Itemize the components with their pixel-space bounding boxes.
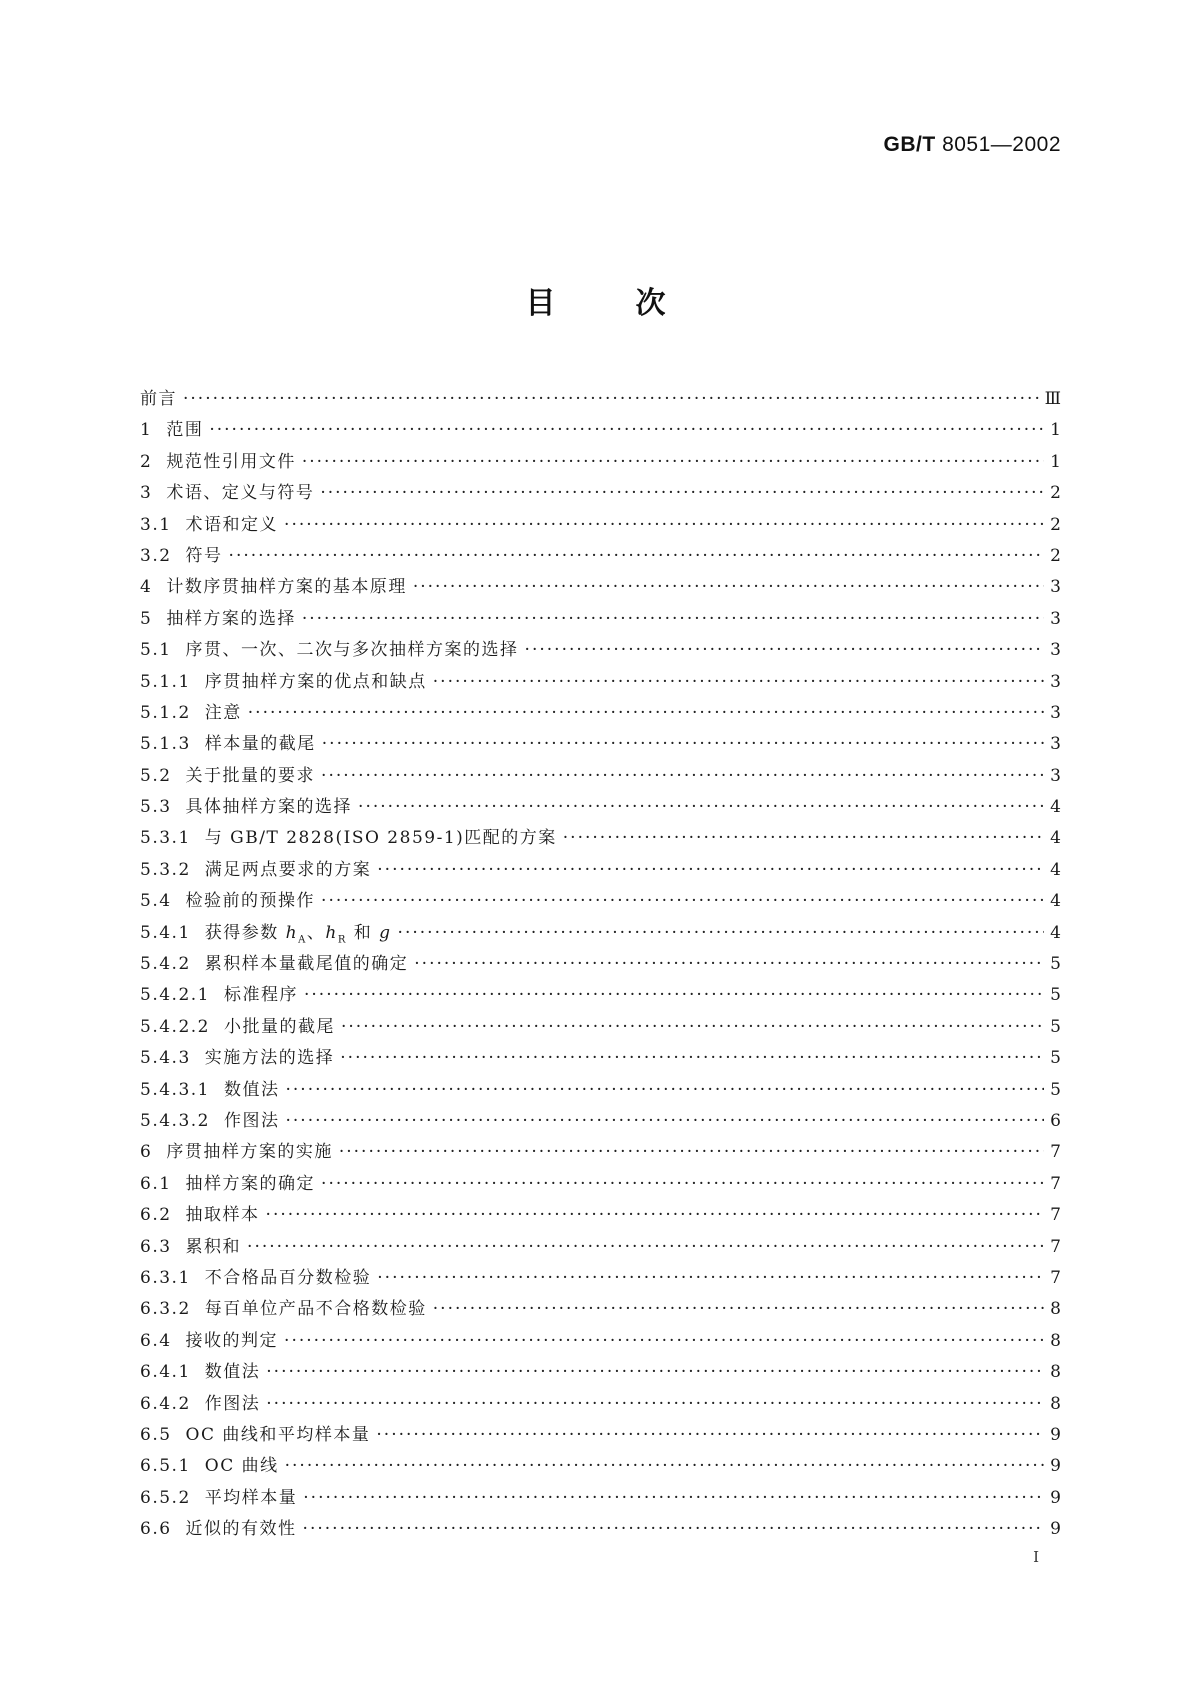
toc-entry-label: 规范性引用文件 bbox=[166, 451, 296, 472]
toc-entry-number: 4 bbox=[140, 577, 153, 598]
toc-entry-number: 3.1 bbox=[140, 514, 172, 535]
toc-dot-leader bbox=[247, 1237, 1044, 1257]
toc-dot-leader bbox=[433, 672, 1044, 692]
toc-dot-leader bbox=[284, 515, 1044, 535]
toc-entry[interactable] bbox=[140, 949, 1061, 980]
toc-entry-label: 满足两点要求的方案 bbox=[204, 859, 372, 880]
toc-entry[interactable] bbox=[140, 980, 1061, 1011]
toc-entry-label: 前言 bbox=[140, 389, 177, 409]
toc-dot-leader bbox=[302, 609, 1044, 629]
toc-entry[interactable] bbox=[140, 415, 1061, 446]
toc-entry-page: 2 bbox=[1050, 483, 1061, 504]
toc-dot-leader bbox=[414, 954, 1044, 974]
toc-entry-number: 5.4.2 bbox=[140, 954, 191, 975]
toc-entry[interactable] bbox=[140, 761, 1061, 792]
toc-entry-label: 具体抽样方案的选择 bbox=[185, 797, 353, 818]
toc-entry-page: 9 bbox=[1050, 1487, 1061, 1508]
toc-entry-label: 每百单位产品不合格数检验 bbox=[204, 1299, 427, 1320]
toc-entry-label: 术语和定义 bbox=[185, 514, 279, 535]
page-folio: I bbox=[1033, 1548, 1039, 1566]
toc-entry-number: 6.3.2 bbox=[140, 1299, 191, 1320]
table-of-contents bbox=[140, 384, 1061, 1545]
toc-entry-page: 7 bbox=[1050, 1267, 1061, 1288]
toc-entry-label: 序贯、一次、二次与多次抽样方案的选择 bbox=[185, 640, 519, 661]
toc-entry-number: 5.4.2.2 bbox=[140, 1016, 210, 1037]
toc-entry[interactable] bbox=[140, 1389, 1061, 1420]
toc-dot-leader bbox=[248, 703, 1044, 723]
toc-entry[interactable] bbox=[140, 1326, 1061, 1357]
toc-entry-page: 3 bbox=[1050, 702, 1061, 723]
toc-dot-leader bbox=[321, 766, 1044, 786]
toc-entry-label: 平均样本量 bbox=[204, 1487, 298, 1508]
toc-entry-label: 实施方法的选择 bbox=[204, 1048, 335, 1069]
toc-entry-label: 近似的有效性 bbox=[185, 1519, 297, 1540]
toc-entry-label: OC 曲线和平均样本量 bbox=[185, 1424, 371, 1445]
toc-entry-page: 5 bbox=[1050, 954, 1061, 975]
toc-entry-page: 4 bbox=[1050, 797, 1061, 818]
toc-dot-leader bbox=[229, 546, 1045, 566]
toc-entry[interactable] bbox=[140, 792, 1061, 823]
toc-entry-number: 6.4.2 bbox=[140, 1393, 191, 1414]
toc-dot-leader bbox=[285, 1111, 1044, 1131]
toc-entry-page: 8 bbox=[1050, 1393, 1061, 1414]
toc-entry-number: 5 bbox=[140, 608, 153, 629]
page-title: 目次 bbox=[525, 286, 746, 321]
toc-dot-leader bbox=[303, 1519, 1045, 1539]
toc-dot-leader bbox=[302, 452, 1044, 472]
toc-entry-label: 检验前的预操作 bbox=[185, 891, 316, 912]
toc-dot-leader bbox=[266, 1394, 1044, 1414]
toc-dot-leader bbox=[304, 985, 1044, 1005]
toc-entry-label: 数值法 bbox=[204, 1362, 261, 1383]
toc-entry-page: 2 bbox=[1050, 545, 1061, 566]
toc-entry[interactable] bbox=[140, 1514, 1061, 1545]
toc-entry-label: 累积和 bbox=[185, 1236, 242, 1257]
toc-entry-number: 6.4 bbox=[140, 1330, 172, 1351]
toc-entry-label: 抽样方案的选择 bbox=[166, 608, 296, 629]
toc-entry-number: 5.3 bbox=[140, 797, 172, 818]
toc-entry[interactable] bbox=[140, 918, 1061, 949]
toc-dot-leader bbox=[525, 640, 1045, 660]
toc-entry-number: 5.1.1 bbox=[140, 671, 191, 692]
toc-entry-label: 不合格品百分数检验 bbox=[204, 1267, 372, 1288]
toc-entry-number: 5.4.3 bbox=[140, 1048, 191, 1069]
toc-dot-leader bbox=[321, 891, 1044, 911]
toc-entry-page: 5 bbox=[1050, 1079, 1061, 1100]
toc-entry-page: 3 bbox=[1050, 640, 1061, 661]
toc-entry[interactable] bbox=[140, 478, 1061, 509]
toc-dot-leader bbox=[341, 1017, 1044, 1037]
toc-entry[interactable] bbox=[140, 1263, 1061, 1294]
toc-entry[interactable] bbox=[140, 1106, 1061, 1137]
toc-entry-page: 7 bbox=[1050, 1236, 1061, 1257]
toc-entry-number: 5.1 bbox=[140, 640, 172, 661]
toc-entry[interactable] bbox=[140, 635, 1061, 666]
toc-entry[interactable] bbox=[140, 541, 1061, 572]
toc-entry-label: 关于批量的要求 bbox=[185, 765, 316, 786]
toc-dot-leader bbox=[209, 420, 1044, 440]
toc-entry[interactable] bbox=[140, 855, 1061, 886]
toc-entry-number: 1 bbox=[140, 420, 153, 441]
toc-dot-leader bbox=[322, 734, 1044, 754]
toc-entry-label: 序贯抽样方案的实施 bbox=[166, 1142, 333, 1163]
toc-entry-number: 6.3.1 bbox=[140, 1267, 191, 1288]
toc-entry[interactable] bbox=[140, 1357, 1061, 1388]
toc-entry-page: 8 bbox=[1050, 1330, 1061, 1351]
toc-entry-label: 术语、定义与符号 bbox=[166, 483, 315, 504]
toc-entry-page: 5 bbox=[1050, 1016, 1061, 1037]
toc-dot-leader bbox=[358, 797, 1044, 817]
toc-entry-page: 8 bbox=[1050, 1299, 1061, 1320]
toc-entry-page: 4 bbox=[1050, 859, 1061, 880]
toc-entry-page: 7 bbox=[1050, 1173, 1061, 1194]
toc-entry[interactable] bbox=[140, 1169, 1061, 1200]
toc-entry[interactable] bbox=[140, 1232, 1061, 1263]
toc-dot-leader bbox=[303, 1488, 1044, 1508]
toc-entry-number: 6.6 bbox=[140, 1519, 172, 1540]
toc-dot-leader bbox=[320, 483, 1044, 503]
toc-entry[interactable] bbox=[140, 1043, 1061, 1074]
toc-entry[interactable] bbox=[140, 886, 1061, 917]
toc-entry-number: 2 bbox=[140, 451, 153, 472]
toc-entry[interactable] bbox=[140, 447, 1061, 478]
toc-entry-page: 5 bbox=[1050, 1048, 1061, 1069]
toc-entry-label: 与 GB/T 2828(ISO 2859-1)匹配的方案 bbox=[204, 828, 557, 849]
toc-entry-label: 获得参数 $h_A$、$h_R$ 和 g bbox=[204, 922, 392, 946]
toc-entry-page: 8 bbox=[1050, 1362, 1061, 1383]
toc-entry-page: 3 bbox=[1050, 765, 1061, 786]
toc-entry[interactable] bbox=[140, 1483, 1061, 1514]
toc-entry-number: 5.4.3.1 bbox=[140, 1079, 210, 1100]
toc-dot-leader bbox=[433, 1299, 1044, 1319]
toc-entry-page: Ⅲ bbox=[1044, 389, 1061, 409]
toc-entry[interactable] bbox=[140, 572, 1061, 603]
toc-entry-page: 7 bbox=[1050, 1205, 1061, 1226]
toc-dot-leader bbox=[266, 1205, 1045, 1225]
toc-entry-page: 3 bbox=[1050, 671, 1061, 692]
toc-entry-number: 6.3 bbox=[140, 1236, 172, 1257]
toc-entry[interactable] bbox=[140, 667, 1061, 698]
toc-entry-number: 5.3.1 bbox=[140, 828, 191, 849]
toc-dot-leader bbox=[284, 1331, 1044, 1351]
toc-entry[interactable] bbox=[140, 1420, 1061, 1451]
toc-entry-label: 累积样本量截尾值的确定 bbox=[204, 954, 409, 975]
toc-entry-number: 5.3.2 bbox=[140, 859, 191, 880]
toc-entry-number: 6 bbox=[140, 1142, 153, 1163]
toc-entry-page: 3 bbox=[1050, 577, 1061, 598]
toc-entry-page: 1 bbox=[1050, 420, 1061, 441]
toc-entry-label: 接收的判定 bbox=[185, 1330, 279, 1351]
toc-entry-page: 9 bbox=[1050, 1424, 1061, 1445]
toc-entry-number: 6.5 bbox=[140, 1424, 172, 1445]
toc-entry-page: 4 bbox=[1050, 891, 1061, 912]
toc-dot-leader bbox=[285, 1456, 1045, 1476]
toc-entry-number: 6.5.2 bbox=[140, 1487, 191, 1508]
toc-entry-page: 7 bbox=[1050, 1142, 1061, 1163]
toc-entry-label: OC 曲线 bbox=[204, 1456, 279, 1477]
toc-entry-page: 6 bbox=[1050, 1110, 1061, 1131]
toc-entry[interactable] bbox=[140, 1137, 1061, 1168]
toc-entry[interactable] bbox=[140, 1451, 1061, 1482]
standard-number bbox=[884, 133, 1061, 157]
toc-entry-number: 6.1 bbox=[140, 1173, 172, 1194]
toc-entry-number: 5.1.3 bbox=[140, 734, 191, 755]
toc-entry-label: 小批量的截尾 bbox=[223, 1016, 335, 1037]
toc-entry-number: 5.4.3.2 bbox=[140, 1110, 210, 1131]
toc-dot-leader bbox=[321, 1174, 1044, 1194]
toc-entry[interactable] bbox=[140, 698, 1061, 729]
toc-entry[interactable] bbox=[140, 1075, 1061, 1106]
toc-entry-page: 5 bbox=[1050, 985, 1061, 1006]
toc-entry-page: 3 bbox=[1050, 734, 1061, 755]
standard-prefix: GB/T bbox=[883, 133, 936, 156]
toc-entry-number: 6.2 bbox=[140, 1205, 172, 1226]
toc-entry[interactable] bbox=[140, 510, 1061, 541]
toc-entry-page: 9 bbox=[1050, 1456, 1061, 1477]
toc-dot-leader bbox=[563, 828, 1044, 848]
toc-dot-leader bbox=[339, 1142, 1044, 1162]
toc-entry-page: 1 bbox=[1050, 451, 1061, 472]
toc-entry-number: 5.1.2 bbox=[140, 702, 191, 723]
toc-dot-leader bbox=[266, 1362, 1044, 1382]
toc-entry-number: 6.5.1 bbox=[140, 1456, 191, 1477]
toc-entry-label: 标准程序 bbox=[223, 985, 298, 1006]
toc-entry-number: 5.4 bbox=[140, 891, 172, 912]
toc-dot-leader bbox=[377, 860, 1044, 880]
toc-entry-number: 6.4.1 bbox=[140, 1362, 191, 1383]
toc-entry-label: 计数序贯抽样方案的基本原理 bbox=[166, 577, 407, 598]
toc-entry[interactable] bbox=[140, 1200, 1061, 1231]
toc-entry-number: 3 bbox=[140, 483, 153, 504]
toc-entry-label: 数值法 bbox=[223, 1079, 280, 1100]
toc-entry-label: 作图法 bbox=[223, 1110, 280, 1131]
toc-dot-leader bbox=[340, 1048, 1044, 1068]
toc-entry-page: 4 bbox=[1050, 828, 1061, 849]
toc-entry-page: 3 bbox=[1050, 608, 1061, 629]
toc-entry-label: 范围 bbox=[166, 420, 204, 441]
toc-entry-label: 抽样方案的确定 bbox=[185, 1173, 316, 1194]
toc-entry-label: 符号 bbox=[185, 545, 223, 566]
standard-code: 8051—2002 bbox=[942, 133, 1061, 156]
toc-entry-number: 5.4.2.1 bbox=[140, 985, 210, 1006]
toc-dot-leader bbox=[285, 1080, 1044, 1100]
toc-dot-leader bbox=[413, 577, 1044, 597]
toc-entry[interactable] bbox=[140, 1294, 1061, 1325]
toc-entry-label: 注意 bbox=[204, 702, 242, 723]
toc-entry-number: 5.4.1 bbox=[140, 922, 191, 943]
toc-dot-leader bbox=[377, 1268, 1044, 1288]
toc-entry-page: 9 bbox=[1050, 1519, 1061, 1540]
toc-entry-number: 3.2 bbox=[140, 545, 172, 566]
toc-entry-label: 作图法 bbox=[204, 1393, 261, 1414]
toc-entry[interactable] bbox=[140, 729, 1061, 760]
toc-entry[interactable] bbox=[140, 604, 1061, 635]
toc-dot-leader bbox=[376, 1425, 1044, 1445]
toc-entry[interactable] bbox=[140, 823, 1061, 854]
toc-entry[interactable] bbox=[140, 384, 1061, 415]
toc-entry-number: 5.2 bbox=[140, 765, 172, 786]
toc-entry-page: 2 bbox=[1050, 514, 1061, 535]
toc-entry-page: 4 bbox=[1050, 922, 1061, 943]
toc-entry-label: 序贯抽样方案的优点和缺点 bbox=[204, 671, 427, 692]
toc-entry[interactable] bbox=[140, 1012, 1061, 1043]
toc-dot-leader bbox=[183, 389, 1039, 409]
toc-entry-label: 样本量的截尾 bbox=[204, 734, 316, 755]
toc-dot-leader bbox=[398, 923, 1045, 943]
toc-entry-label: 抽取样本 bbox=[185, 1205, 260, 1226]
